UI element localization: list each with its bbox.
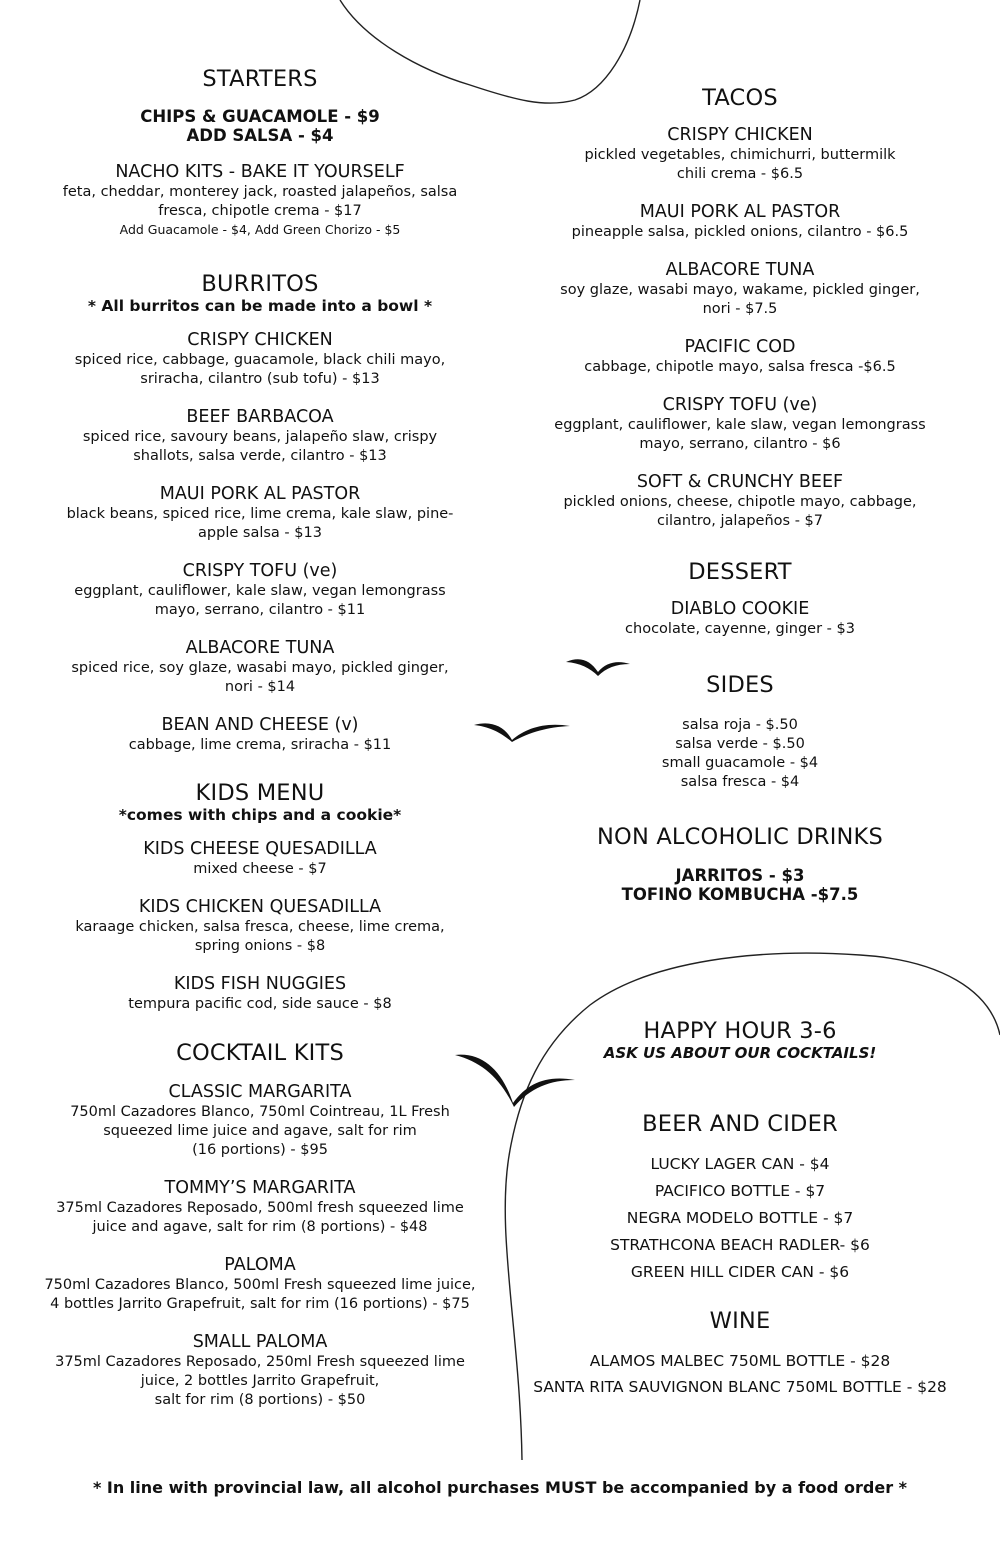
menu-item-name: SMALL PALOMA: [192, 1332, 328, 1352]
menu-item-desc: squeezed lime juice and agave, salt for rim: [103, 1123, 417, 1139]
list-item: STRATHCONA BEACH RADLER- $6: [610, 1236, 870, 1254]
menu-item-desc: chocolate, cayenne, ginger - $3: [625, 621, 855, 637]
non-alcoholic-section: [540, 824, 940, 904]
nacho-kits-item: NACHO KITS - BAKE IT YOURSELF: [115, 162, 405, 182]
menu-item: [40, 330, 480, 389]
wine-section: [520, 1308, 960, 1400]
menu-item-name: ALBACORE TUNA: [185, 638, 335, 658]
list-item: JARRITOS - $3: [675, 866, 805, 885]
sides-heading: SIDES: [706, 672, 774, 698]
menu-item-desc: nori - $14: [224, 679, 296, 695]
menu-item: [40, 1082, 480, 1160]
menu-item-desc: salt for rim (8 portions) - $50: [154, 1392, 366, 1408]
tacos-section: [540, 85, 940, 531]
menu-item-desc: karaage chicken, salsa fresca, cheese, lime crema,: [75, 919, 445, 935]
menu-item-desc: chili crema - $6.5: [676, 166, 804, 182]
menu-item: [40, 715, 480, 755]
menu-item-desc: 375ml Cazadores Reposado, 250ml Fresh squeezed lime: [55, 1354, 465, 1370]
starters-heading: STARTERS: [202, 66, 318, 92]
menu-item: [540, 395, 940, 454]
happy-hour-note: ASK US ABOUT OUR COCKTAILS!: [603, 1044, 877, 1062]
menu-item-desc: shallots, salsa verde, cilantro - $13: [133, 448, 387, 464]
kids-menu-section: [40, 780, 480, 1014]
menu-item-desc: spiced rice, savoury beans, jalapeño slaw, crispy: [82, 429, 438, 445]
menu-item-name: MAUI PORK AL PASTOR: [159, 484, 361, 504]
menu-item-desc: mayo, serrano, cilantro - $6: [639, 436, 841, 452]
cocktail-list: [40, 1082, 480, 1410]
nacho-kits-addons: Add Guacamole - $4, Add Green Chorizo - $5: [119, 222, 401, 237]
menu-item-name: TOMMY’S MARGARITA: [164, 1178, 356, 1198]
menu-item-desc: spring onions - $8: [194, 938, 326, 954]
happy-hour-section: [540, 1018, 940, 1063]
menu-item-desc: cilantro, jalapeños - $7: [657, 513, 823, 529]
menu-item-desc: juice, 2 bottles Jarrito Grapefruit,: [140, 1373, 380, 1389]
burritos-section: [40, 271, 480, 755]
list-item: small guacamole - $4: [661, 755, 819, 771]
chips-guacamole-item: CHIPS & GUACAMOLE - $9: [140, 107, 380, 126]
list-item: NEGRA MODELO BOTTLE - $7: [626, 1209, 854, 1227]
kids-menu-heading: KIDS MENU: [195, 780, 325, 806]
menu-item-desc: pineapple salsa, pickled onions, cilantro - $6.5: [571, 224, 909, 240]
kids-list: [40, 839, 480, 1014]
list-item: PACIFICO BOTTLE - $7: [654, 1182, 826, 1200]
menu-item-desc: apple salsa - $13: [198, 525, 322, 541]
list-item: SANTA RITA SAUVIGNON BLANC 750ML BOTTLE - $28: [533, 1378, 947, 1396]
menu-item-name: BEEF BARBACOA: [186, 407, 334, 427]
sides-list: [540, 716, 940, 792]
menu-item-name: BEAN AND CHEESE (v): [161, 715, 359, 735]
tacos-list: [540, 125, 940, 531]
menu-item-desc: spiced rice, soy glaze, wasabi mayo, pickled ginger,: [71, 660, 449, 676]
menu-item: [40, 1178, 480, 1237]
list-item: salsa verde - $.50: [675, 736, 805, 752]
non-alcoholic-list: [540, 866, 940, 904]
alcohol-policy-footer: * In line with provincial law, all alcohol purchases MUST be accompanied by a food order *: [92, 1478, 908, 1497]
menu-item-name: CRISPY CHICKEN: [187, 330, 333, 350]
menu-item: [540, 472, 940, 531]
list-item: salsa roja - $.50: [682, 717, 798, 733]
list-item: TOFINO KOMBUCHA -$7.5: [621, 885, 859, 904]
menu-item-desc: spiced rice, cabbage, guacamole, black chili mayo,: [74, 352, 446, 368]
menu-item-desc: 4 bottles Jarrito Grapefruit, salt for rim (16 portions) - $75: [50, 1296, 470, 1312]
beer-cider-heading: BEER AND CIDER: [642, 1111, 838, 1137]
menu-item-desc: (16 portions) - $95: [192, 1142, 328, 1158]
list-item: LUCKY LAGER CAN - $4: [650, 1155, 830, 1173]
menu-item-name: CRISPY CHICKEN: [667, 125, 813, 145]
menu-item-desc: eggplant, cauliflower, kale slaw, vegan lemongrass: [554, 417, 926, 433]
wine-heading: WINE: [709, 1308, 771, 1334]
menu-item-name: KIDS CHEESE QUESADILLA: [143, 839, 377, 859]
menu-item-name: KIDS CHICKEN QUESADILLA: [138, 897, 382, 917]
menu-item-desc: cabbage, chipotle mayo, salsa fresca -$6.5: [584, 359, 896, 375]
menu-item-name: CLASSIC MARGARITA: [168, 1082, 352, 1102]
menu-item-desc: pickled vegetables, chimichurri, buttermilk: [584, 147, 896, 163]
menu-item: [40, 897, 480, 956]
menu-item: [40, 561, 480, 620]
menu-item-name: ALBACORE TUNA: [665, 260, 815, 280]
menu-item-desc: nori - $7.5: [702, 301, 778, 317]
nacho-kits-desc: feta, cheddar, monterey jack, roasted jalapeños, salsa: [62, 184, 458, 200]
starters-section: [40, 66, 480, 238]
menu-item-desc: pickled onions, cheese, chipotle mayo, cabbage,: [563, 494, 917, 510]
menu-item-name: MAUI PORK AL PASTOR: [639, 202, 841, 222]
list-item: ALAMOS MALBEC 750ML BOTTLE - $28: [589, 1352, 891, 1370]
menu-item-desc: 750ml Cazadores Blanco, 500ml Fresh squeezed lime juice,: [44, 1277, 476, 1293]
menu-item-desc: juice and agave, salt for rim (8 portions) - $48: [92, 1219, 428, 1235]
dessert-heading: DESSERT: [688, 559, 792, 585]
menu-item: [40, 638, 480, 697]
menu-item-desc: mayo, serrano, cilantro - $11: [154, 602, 366, 618]
menu-item-desc: black beans, spiced rice, lime crema, kale slaw, pine-: [66, 506, 454, 522]
cocktail-kits-section: [40, 1040, 480, 1410]
menu-item-desc: 375ml Cazadores Reposado, 500ml fresh squeezed lime: [56, 1200, 464, 1216]
menu-item: [40, 974, 480, 1014]
menu-item: [540, 202, 940, 242]
menu-item-desc: mixed cheese - $7: [193, 861, 327, 877]
menu-item: [540, 260, 940, 319]
menu-item: [40, 839, 480, 879]
menu-item-name: KIDS FISH NUGGIES: [173, 974, 347, 994]
menu-item-desc: 750ml Cazadores Blanco, 750ml Cointreau, 1L Fresh: [70, 1104, 450, 1120]
list-item: GREEN HILL CIDER CAN - $6: [630, 1263, 850, 1281]
burritos-heading: BURRITOS: [201, 271, 319, 297]
add-salsa-item: ADD SALSA - $4: [186, 126, 334, 145]
sides-section: [540, 672, 940, 792]
menu-item: [540, 125, 940, 184]
happy-hour-heading: HAPPY HOUR 3-6: [643, 1018, 837, 1044]
menu-item: [40, 484, 480, 543]
menu-item-desc: soy glaze, wasabi mayo, wakame, pickled ginger,: [560, 282, 920, 298]
list-item: salsa fresca - $4: [680, 774, 800, 790]
wine-list: [520, 1348, 960, 1400]
menu-item-name: SOFT & CRUNCHY BEEF: [636, 472, 844, 492]
non-alcoholic-heading: NON ALCOHOLIC DRINKS: [597, 824, 883, 850]
menu-item: [40, 1332, 480, 1410]
menu-item-desc: cabbage, lime crema, sriracha - $11: [128, 737, 392, 753]
cocktail-kits-heading: COCKTAIL KITS: [176, 1040, 344, 1066]
nacho-kits-desc: fresca, chipotle crema - $17: [158, 203, 362, 219]
menu-item: [40, 407, 480, 466]
burrito-list: [40, 330, 480, 755]
menu-item-name: CRISPY TOFU (ve): [182, 561, 338, 581]
menu-item-desc: eggplant, cauliflower, kale slaw, vegan lemongrass: [74, 583, 446, 599]
menu-item: [40, 1255, 480, 1314]
burritos-bowl-note: * All burritos can be made into a bowl *: [87, 297, 433, 315]
menu-item: [540, 337, 940, 377]
beer-cider-section: [540, 1111, 940, 1286]
menu-item-name: PACIFIC COD: [684, 337, 796, 357]
menu-item-desc: sriracha, cilantro (sub tofu) - $13: [140, 371, 380, 387]
menu-item-name: DIABLO COOKIE: [670, 599, 810, 619]
dessert-section: [540, 559, 940, 639]
beer-list: [540, 1151, 940, 1286]
tacos-heading: TACOS: [702, 85, 778, 111]
kids-menu-note: *comes with chips and a cookie*: [118, 806, 402, 824]
menu-item-name: CRISPY TOFU (ve): [662, 395, 818, 415]
menu-item-name: PALOMA: [224, 1255, 296, 1275]
menu-item-desc: tempura pacific cod, side sauce - $8: [128, 996, 392, 1012]
